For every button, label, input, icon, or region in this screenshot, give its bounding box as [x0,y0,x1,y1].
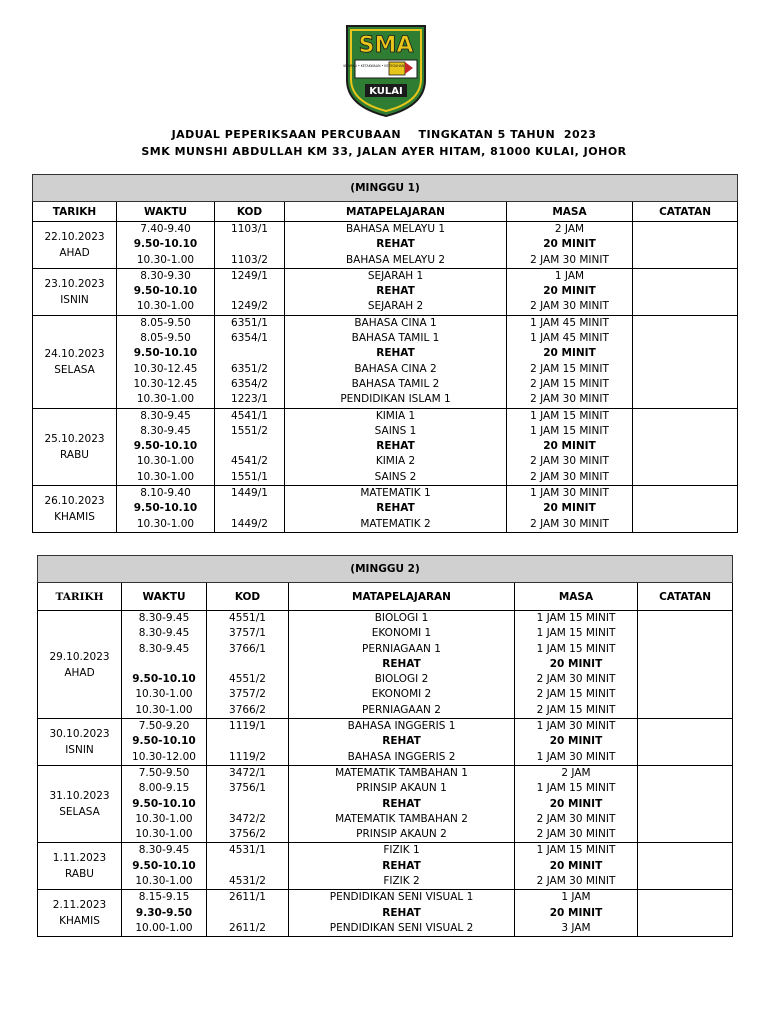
subject-name: REHAT [376,440,415,453]
time-slot: 9.30-9.50 [135,906,193,919]
header-masa: MASA [515,583,638,611]
duration: 1 JAM 15 MINIT [536,612,616,624]
waktu-cell [117,408,215,485]
duration: 2 JAM 15 MINIT [536,688,616,701]
header-catatan: CATATAN [633,202,738,222]
time-slot: 7.50-9.50 [138,766,190,779]
subject-name: PENDIDIKAN SENI VISUAL 1 [329,891,474,904]
header-waktu: WAKTU [117,202,215,222]
subject-name: KIMIA 1 [375,409,416,422]
kod-cell [215,486,285,533]
time-slot: 10.30-1.00 [136,517,195,530]
duration: 2 JAM 30 MINIT [530,300,609,313]
time-slot: 9.50-10.10 [132,859,196,872]
time-slot: 9.50-10.10 [133,285,198,298]
tarikh-cell [33,222,117,269]
masa-cell [515,765,638,842]
logo-top-text: SMA [358,33,414,58]
duration: 1 JAM 30 MINIT [536,750,616,763]
time-slot: 10.30-1.00 [135,828,193,841]
duration: 1 JAM 15 MINIT [530,424,609,437]
waktu-cell [117,268,215,315]
duration: 2 JAM 30 MINIT [536,673,616,686]
subject-name: SEJARAH 1 [367,269,424,282]
subject-name: SEJARAH 2 [367,300,424,313]
time-slot: 8.30-9.45 [138,627,190,640]
exam-date: 31.10.2023 [49,790,110,803]
subject-name: PENDIDIKAN SENI VISUAL 2 [329,921,474,934]
masa-cell [515,890,638,937]
time-slot: 7.40-9.40 [140,223,191,235]
time-slot: 8.30-9.30 [140,269,191,282]
subject-name: REHAT [376,502,415,515]
time-slot: 10.30-12.45 [133,377,198,390]
duration: 2 JAM 30 MINIT [530,470,609,483]
time-slot: 10.30-1.00 [136,300,195,313]
paper-code: 3757/2 [229,688,266,701]
catatan-cell [638,890,733,937]
subject-name: BIOLOGI 1 [374,612,429,624]
time-slot: 7.50-9.20 [138,720,190,733]
paper-code [215,501,284,516]
duration: 2 JAM 30 MINIT [530,517,609,530]
day-row [33,222,738,269]
masa-cell [515,719,638,766]
exam-date: 25.10.2023 [44,432,105,445]
time-slot: 10.30-12.45 [133,362,198,375]
paper-code: 6351/2 [231,362,268,375]
paper-code: 6351/1 [231,316,268,329]
time-slot: 9.50-10.10 [133,238,198,251]
waktu-cell [117,315,215,408]
header-tarikh: TARIKH [38,583,122,611]
tarikh-cell [38,611,122,719]
time-slot: 8.10-9.40 [140,487,191,500]
kod-cell [207,611,289,719]
duration: 1 JAM [554,269,585,282]
time-slot: 10.30-12.00 [132,750,196,763]
subject-name: MATEMATIK TAMBAHAN 2 [335,812,468,825]
exam-day: ISNIN [60,293,89,306]
duration: 1 JAM 45 MINIT [530,332,609,345]
subject-name: PRINSIP AKAUN 1 [356,782,447,795]
paper-code: 1449/1 [231,487,268,500]
subject-name: BAHASA INGGERIS 2 [347,750,456,763]
duration: 20 MINIT [543,285,596,298]
tarikh-cell [38,843,122,890]
time-slot: 8.00-9.15 [138,782,190,795]
duration: 2 JAM [554,223,585,235]
week2-table [37,555,733,937]
paper-code [207,906,288,921]
catatan-cell [633,222,738,269]
paper-code: 3472/1 [229,766,266,779]
duration: 2 JAM 30 MINIT [530,253,609,266]
duration: 1 JAM 30 MINIT [530,487,609,500]
tarikh-cell [33,315,117,408]
time-slot: 8.30-9.45 [140,409,191,422]
week1-banner: (MINGGU 1) [33,175,738,202]
paper-code: 6354/1 [231,332,268,345]
time-slot: 9.50-10.10 [133,347,198,360]
kod-cell [207,843,289,890]
exam-day: ISNIN [65,744,94,757]
subject-name: PRINSIP AKAUN 2 [356,828,447,841]
day-row [38,719,733,766]
duration: 2 JAM 30 MINIT [530,393,609,406]
exam-date: 29.10.2023 [49,650,110,663]
catatan-cell [638,611,733,719]
masa-cell [515,611,638,719]
time-slot: 8.05-9.50 [140,316,191,329]
subject-name: BAHASA INGGERIS 1 [347,720,456,733]
paper-code: 1249/2 [231,300,268,313]
time-slot: 9.50-10.10 [133,502,198,515]
header-catatan: CATATAN [638,583,733,611]
subject-name: REHAT [382,657,421,670]
matapelajaran-cell [285,486,507,533]
time-slot: 8.30-9.45 [138,612,190,624]
waktu-cell [117,222,215,269]
paper-code [207,734,288,749]
tarikh-cell [38,890,122,937]
exam-day: AHAD [64,666,95,679]
matapelajaran-cell [285,315,507,408]
paper-code: 4541/2 [231,455,268,468]
paper-code: 3472/2 [229,812,266,825]
paper-code: 1551/1 [231,470,268,483]
exam-day: RABU [60,448,89,461]
duration: 2 JAM 30 MINIT [530,455,609,468]
waktu-cell [122,890,207,937]
matapelajaran-cell [289,719,515,766]
tarikh-cell [33,408,117,485]
duration: 1 JAM 45 MINIT [530,316,609,329]
paper-code: 1103/2 [231,253,268,266]
subject-name: BAHASA MELAYU 2 [345,253,446,266]
exam-day: RABU [65,868,94,881]
matapelajaran-cell [285,268,507,315]
paper-code: 4541/1 [231,409,268,422]
time-slot: 8.15-9.15 [138,891,190,904]
time-slot: 9.50-10.10 [133,440,198,453]
subject-name: MATEMATIK TAMBAHAN 1 [335,766,468,779]
time-slot: 9.50-10.10 [132,797,196,810]
paper-code [207,657,288,672]
subject-name: REHAT [382,859,421,872]
matapelajaran-cell [289,765,515,842]
duration: 1 JAM 15 MINIT [536,844,616,857]
paper-code: 4531/2 [229,875,266,888]
subject-name: EKONOMI 1 [371,627,432,640]
paper-code: 6354/2 [231,377,268,390]
subject-name: SAINS 2 [374,470,417,483]
logo-bottom-text: KULAI [369,86,403,97]
duration: 3 JAM [561,921,591,934]
subject-name: REHAT [382,906,421,919]
catatan-cell [633,486,738,533]
paper-code: 3757/1 [229,627,266,640]
header-tarikh: TARIKH [33,202,117,222]
day-row [38,765,733,842]
duration: 2 JAM 30 MINIT [536,812,616,825]
time-slot: 10.30-1.00 [135,875,193,888]
subject-name: REHAT [376,238,415,251]
time-slot: 9.50-10.10 [132,673,196,686]
kod-cell [215,268,285,315]
paper-code: 4551/2 [229,673,266,686]
masa-cell [515,843,638,890]
subject-name: PERNIAGAAN 1 [362,642,441,655]
duration: 20 MINIT [549,657,603,670]
waktu-cell [122,719,207,766]
exam-date: 23.10.2023 [44,277,105,290]
exam-day: KHAMIS [54,510,95,523]
matapelajaran-cell [285,408,507,485]
paper-code: 1223/1 [231,393,268,406]
day-row [38,890,733,937]
time-slot [122,657,206,672]
subject-name: BAHASA TAMIL 1 [351,332,440,345]
duration: 20 MINIT [543,347,596,360]
subject-name: KIMIA 2 [375,455,416,468]
school-address: SMK MUNSHI ABDULLAH KM 33, JALAN AYER HITAM, 81000 KULAI, JOHOR [141,145,627,158]
duration: 2 JAM 15 MINIT [530,362,609,375]
time-slot: 8.30-9.45 [140,424,191,437]
kod-cell [215,315,285,408]
school-logo [343,22,429,118]
duration: 1 JAM 15 MINIT [536,627,616,640]
subject-name: MATEMATIK 2 [360,517,431,530]
time-slot: 8.30-9.45 [138,642,190,655]
duration: 2 JAM 30 MINIT [536,828,616,841]
tarikh-cell [33,268,117,315]
paper-code: 2611/2 [229,921,266,934]
time-slot: 10.30-1.00 [135,688,193,701]
masa-cell [507,486,633,533]
document-title: JADUAL PEPERIKSAAN PERCUBAAN TINGKATAN 5 TAHUN 2023 [171,128,597,141]
subject-name: EKONOMI 2 [371,688,432,701]
duration: 2 JAM [561,766,591,779]
day-row [38,611,733,719]
duration: 20 MINIT [549,859,603,872]
paper-code: 3766/1 [229,642,266,655]
subject-name: REHAT [376,347,415,360]
paper-code [215,284,284,299]
kod-cell [207,890,289,937]
subject-name: SAINS 1 [374,424,417,437]
subject-name: REHAT [382,797,421,810]
duration: 20 MINIT [549,906,603,919]
duration: 1 JAM 30 MINIT [536,720,616,733]
time-slot: 9.50-10.10 [132,735,196,748]
header-masa: MASA [507,202,633,222]
day-row [33,268,738,315]
catatan-cell [633,268,738,315]
header-matapelajaran: MATAPELAJARAN [285,202,507,222]
duration: 20 MINIT [543,238,596,251]
subject-name: BAHASA MELAYU 1 [345,223,446,235]
kod-cell [215,222,285,269]
time-slot: 10.00-1.00 [135,921,193,934]
tarikh-cell [33,486,117,533]
waktu-cell [122,611,207,719]
subject-name: BAHASA CINA 1 [354,316,437,329]
duration: 2 JAM 30 MINIT [536,875,616,888]
paper-code: 1103/1 [231,223,268,235]
paper-code: 4531/1 [229,844,266,857]
exam-day: SELASA [54,363,95,376]
exam-date: 30.10.2023 [49,728,110,741]
paper-code [215,237,284,252]
paper-code: 1449/2 [231,517,268,530]
exam-day: KHAMIS [59,915,100,928]
catatan-cell [638,719,733,766]
exam-date: 26.10.2023 [44,494,105,507]
paper-code: 4551/1 [229,612,266,624]
subject-name: PENDIDIKAN ISLAM 1 [340,393,451,406]
header-matapelajaran: MATAPELAJARAN [289,583,515,611]
day-row [33,315,738,408]
week2-banner: (MINGGU 2) [38,556,733,583]
matapelajaran-cell [289,611,515,719]
waktu-cell [122,765,207,842]
subject-name: FIZIK 2 [383,875,420,888]
duration: 2 JAM 15 MINIT [530,377,609,390]
kod-cell [215,408,285,485]
masa-cell [507,268,633,315]
duration: 20 MINIT [549,735,603,748]
catatan-cell [633,315,738,408]
paper-code: 1119/1 [229,720,266,733]
subject-name: REHAT [376,285,415,298]
time-slot: 10.30-1.00 [136,455,195,468]
time-slot: 10.30-1.00 [135,812,193,825]
time-slot: 10.30-1.00 [136,393,195,406]
catatan-cell [638,843,733,890]
paper-code: 1249/1 [231,269,268,282]
paper-code [215,439,284,454]
kod-cell [207,719,289,766]
paper-code [215,346,284,361]
exam-day: SELASA [59,806,100,819]
time-slot: 10.30-1.00 [136,470,195,483]
exam-date: 1.11.2023 [52,852,107,865]
duration: 20 MINIT [543,440,596,453]
tarikh-cell [38,765,122,842]
header-waktu: WAKTU [122,583,207,611]
paper-code: 3756/2 [229,828,266,841]
tarikh-cell [38,719,122,766]
paper-code: 3766/2 [229,703,266,716]
exam-day: AHAD [59,246,90,259]
subject-name: BAHASA TAMIL 2 [351,377,440,390]
subject-name: REHAT [382,735,421,748]
header-kod: KOD [215,202,285,222]
kod-cell [207,765,289,842]
subject-name: FIZIK 1 [383,844,420,857]
exam-date: 22.10.2023 [44,230,105,243]
paper-code: 3756/1 [229,782,266,795]
duration: 1 JAM 15 MINIT [536,642,616,655]
duration: 20 MINIT [549,797,603,810]
header-kod: KOD [207,583,289,611]
waktu-cell [122,843,207,890]
paper-code: 1551/2 [231,424,268,437]
paper-code [207,859,288,874]
paper-code: 2611/1 [229,891,266,904]
day-row [38,843,733,890]
time-slot: 8.05-9.50 [140,332,191,345]
logo-ribbon-text: KEMAHIRAN • KETAKWAAN • KETEGUHAN [343,64,405,68]
subject-name: BIOLOGI 2 [374,673,429,686]
matapelajaran-cell [289,890,515,937]
paper-code: 1119/2 [229,750,266,763]
day-row [33,408,738,485]
duration: 1 JAM 15 MINIT [536,782,616,795]
paper-code [207,797,288,812]
time-slot: 10.30-1.00 [135,703,193,716]
exam-date: 24.10.2023 [44,347,105,360]
day-row [33,486,738,533]
subject-name: MATEMATIK 1 [360,487,431,500]
duration: 1 JAM [561,891,591,904]
duration: 20 MINIT [543,502,596,515]
duration: 2 JAM 15 MINIT [536,703,616,716]
subject-name: PERNIAGAAN 2 [362,703,441,716]
week1-table [32,174,738,533]
masa-cell [507,315,633,408]
masa-cell [507,222,633,269]
waktu-cell [117,486,215,533]
time-slot: 8.30-9.45 [138,844,190,857]
catatan-cell [633,408,738,485]
exam-date: 2.11.2023 [52,899,107,912]
duration: 1 JAM 15 MINIT [530,409,609,422]
time-slot: 10.30-1.00 [136,253,195,266]
subject-name: BAHASA CINA 2 [354,362,437,375]
catatan-cell [638,765,733,842]
matapelajaran-cell [285,222,507,269]
masa-cell [507,408,633,485]
matapelajaran-cell [289,843,515,890]
